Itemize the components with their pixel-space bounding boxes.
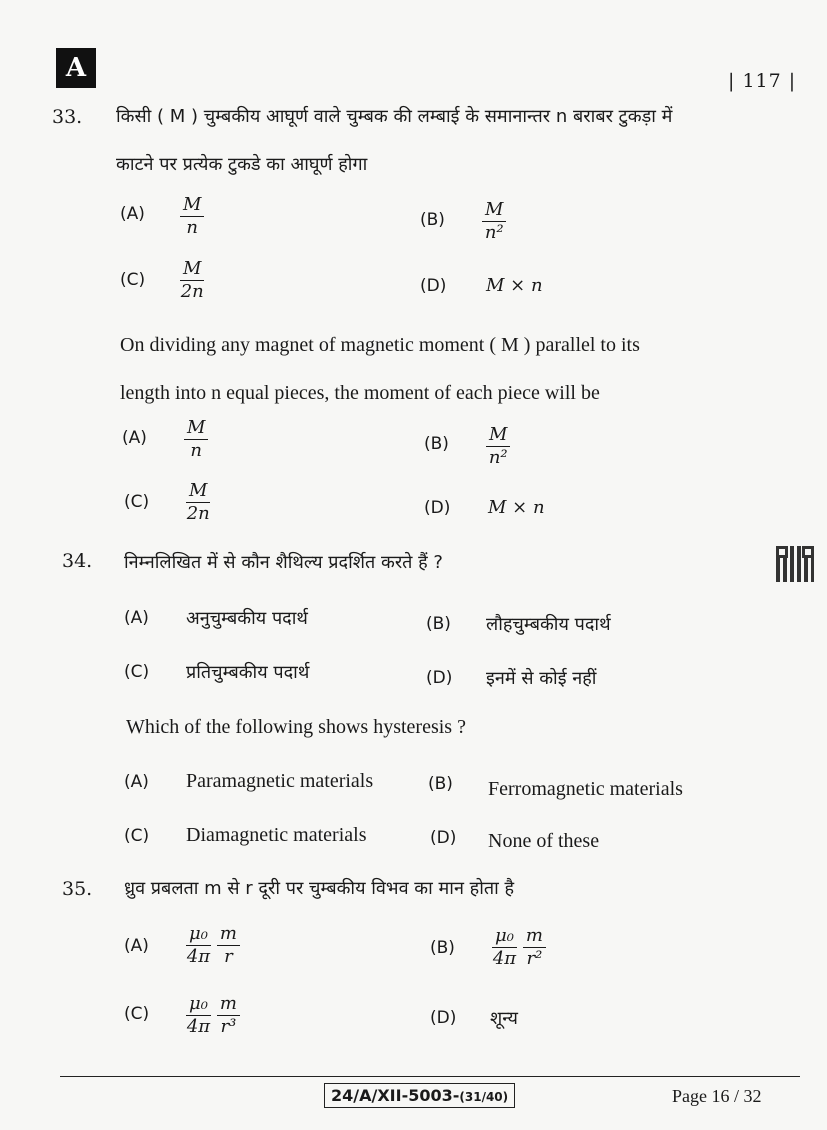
q34-hi-option-b-label: (B) — [426, 614, 451, 634]
q33-en-option-d-value: M × n — [488, 497, 545, 518]
qr-code-icon — [776, 546, 814, 582]
q33-en-option-a-value: $\frac{M}{n}$ — [184, 418, 208, 461]
question-34-hindi-line1: निम्नलिखित में से कौन शैथिल्य प्रदर्शित करते हैं ? — [124, 552, 443, 573]
q34-en-option-a-label: (A) — [124, 772, 149, 792]
q34-hi-option-b-value: लौहचुम्बकीय पदार्थ — [486, 614, 611, 635]
q33-en-option-c-label: (C) — [124, 492, 150, 512]
question-34-english-line1: Which of the following shows hysteresis ? — [126, 716, 466, 738]
q35-option-a-value: $\frac{\text{μ₀}}{4\pi}$ $\frac{m}{r}$ — [186, 924, 240, 967]
q35-option-c-value: $\frac{\text{μ₀}}{4\pi}$ $\frac{m}{\text{r³}}$ — [186, 994, 240, 1037]
q35-option-c-label: (C) — [124, 1004, 150, 1024]
paper-code-sheet: (31/40) — [459, 1090, 509, 1104]
q34-en-option-d-value: None of these — [488, 830, 600, 852]
q33-en-option-a-label: (A) — [122, 428, 147, 448]
q34-hi-option-a-value: अनुचुम्बकीय पदार्थ — [186, 608, 308, 629]
q33-hi-option-c-value: $\frac{M}{2n}$ — [180, 258, 204, 302]
question-33-hindi-line1: किसी ( M ) चुम्बकीय आघूर्ण वाले चुम्बक की लम्बाई के समानान्तर n बराबर टुकड़ा में — [116, 106, 673, 127]
q34-en-option-b-value: Ferromagnetic materials — [488, 778, 683, 800]
q34-hi-option-c-value: प्रतिचुम्बकीय पदार्थ — [186, 662, 310, 683]
q33-hi-option-a-label: (A) — [120, 204, 145, 224]
question-33-english-line1: On dividing any magnet of magnetic moment ( M ) parallel to its — [120, 334, 640, 356]
q34-hi-option-c-label: (C) — [124, 662, 150, 682]
page-number: Page 16 / 32 — [672, 1086, 762, 1106]
page-marker: | 117 | — [728, 70, 797, 92]
set-label: A — [56, 48, 96, 88]
q35-option-d-value: शून्य — [490, 1008, 518, 1029]
q34-en-option-c-label: (C) — [124, 826, 150, 846]
paper-code-main: 24/A/XII-5003- — [331, 1086, 460, 1105]
q33-hi-option-d-value: M × n — [486, 275, 543, 296]
q34-hi-option-a-label: (A) — [124, 608, 149, 628]
q33-hi-option-b-value: $\frac{M}{\text{n²}}$ — [482, 200, 506, 243]
q34-en-option-c-value: Diamagnetic materials — [186, 824, 367, 846]
q35-option-b-label: (B) — [430, 938, 455, 958]
q34-hi-option-d-label: (D) — [426, 668, 453, 688]
question-35-hindi-line1: ध्रुव प्रबलता m से r दूरी पर चुम्बकीय विभव का मान होता है — [124, 878, 515, 899]
q34-en-option-a-value: Paramagnetic materials — [186, 770, 374, 792]
q33-hi-option-d-label: (D) — [420, 276, 447, 296]
question-33-hindi-line2: काटने पर प्रत्येक टुकडे का आघूर्ण होगा — [116, 154, 368, 175]
q33-hi-option-c-label: (C) — [120, 270, 146, 290]
q33-hi-option-b-label: (B) — [420, 210, 445, 230]
footer-rule — [60, 1076, 800, 1077]
q35-option-d-label: (D) — [430, 1008, 457, 1028]
question-35-number: 35. — [62, 878, 93, 900]
question-33-number: 33. — [52, 106, 83, 128]
q34-en-option-d-label: (D) — [430, 828, 457, 848]
q34-hi-option-d-value: इनमें से कोई नहीं — [486, 668, 597, 689]
q33-en-option-b-value: $\frac{M}{\text{n²}}$ — [486, 425, 510, 468]
q35-option-a-label: (A) — [124, 936, 149, 956]
question-33-english-line2: length into n equal pieces, the moment of each piece will be — [120, 382, 600, 404]
paper-code — [324, 1083, 515, 1108]
q35-option-b-value: $\frac{\text{μ₀}}{4\pi}$ $\frac{m}{\text{r²}}$ — [492, 926, 546, 969]
q33-en-option-c-value: $\frac{M}{2n}$ — [186, 480, 210, 524]
q33-en-option-b-label: (B) — [424, 434, 449, 454]
q34-en-option-b-label: (B) — [428, 774, 453, 794]
q33-en-option-d-label: (D) — [424, 498, 451, 518]
q33-hi-option-a-value: $\frac{M}{n}$ — [180, 195, 204, 238]
question-34-number: 34. — [62, 550, 93, 572]
